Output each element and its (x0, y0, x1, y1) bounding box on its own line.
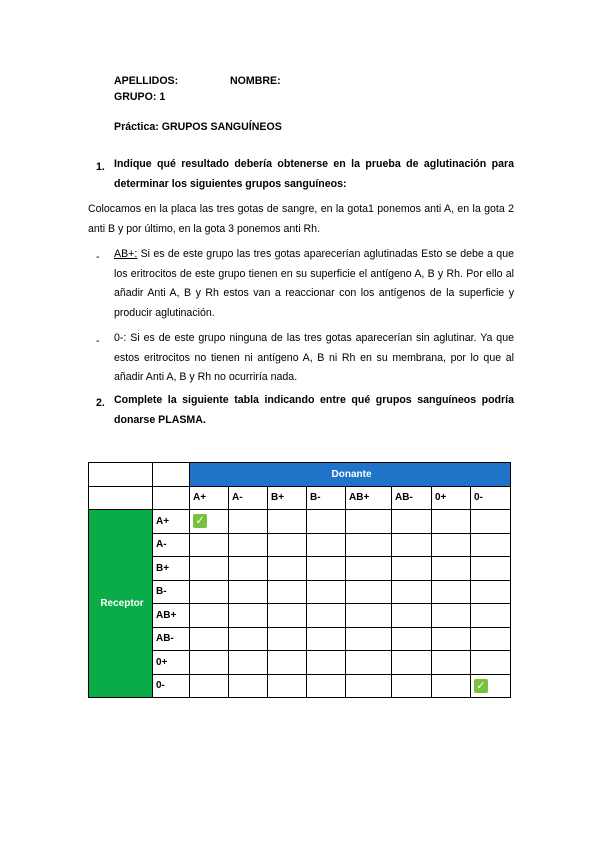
corner-cell (153, 486, 190, 510)
plasma-compatibility-table (88, 462, 511, 698)
compatibility-cell[interactable] (307, 604, 346, 628)
compatibility-cell[interactable] (392, 533, 432, 557)
receptor-group-header: AB- (153, 627, 190, 651)
compatibility-cell[interactable] (346, 580, 392, 604)
table-row (89, 580, 511, 604)
compatibility-cell[interactable] (346, 604, 392, 628)
apellidos-label: APELLIDOS: (114, 75, 179, 87)
compatibility-cell[interactable] (471, 580, 511, 604)
compatibility-cell[interactable] (268, 580, 307, 604)
compatibility-cell[interactable] (190, 674, 229, 698)
compatibility-cell[interactable] (346, 651, 392, 675)
nombre-label: NOMBRE: (230, 75, 281, 87)
receptor-group-header: A+ (153, 510, 190, 534)
corner-cell (89, 486, 153, 510)
compatibility-cell[interactable] (471, 604, 511, 628)
receptor-group-header: B+ (153, 557, 190, 581)
compatibility-cell[interactable] (268, 651, 307, 675)
compatibility-cell[interactable] (268, 533, 307, 557)
compatibility-cell[interactable] (346, 533, 392, 557)
donor-group-header: 0+ (432, 486, 471, 510)
compatibility-cell[interactable] (307, 510, 346, 534)
answer-2 (114, 329, 514, 388)
donor-group-header: B- (307, 486, 346, 510)
corner-cell (89, 463, 153, 487)
compatibility-cell[interactable] (432, 510, 471, 534)
table-row (89, 557, 511, 581)
table-row (89, 604, 511, 628)
table-row (89, 533, 511, 557)
compatibility-cell[interactable] (307, 674, 346, 698)
compatibility-cell[interactable] (229, 557, 268, 581)
compatibility-cell[interactable] (346, 627, 392, 651)
corner-cell (153, 463, 190, 487)
receptor-header: Receptor (89, 510, 153, 698)
donor-group-header: AB- (392, 486, 432, 510)
compatibility-cell[interactable] (346, 674, 392, 698)
compatibility-cell[interactable] (471, 510, 511, 534)
compatibility-cell[interactable] (392, 510, 432, 534)
table-row (89, 510, 511, 534)
table-row (89, 674, 511, 698)
compatibility-cell[interactable] (432, 533, 471, 557)
compatibility-cell[interactable] (190, 510, 229, 534)
answer-1-text: Si es de este grupo las tres gotas aparecerían aglutinadas Esto se debe a que los eritrocitos de este grupo tienen en su superficie el antígeno A, B y Rh. Por ello al añadir Anti A, B y Rh estos van a reaccionar con los antígenos de la superficie y producir aglutinación. (114, 248, 514, 319)
question-2-text: Complete la siguiente tabla indicando entre qué grupos sanguíneos podría donarse PLASMA. (114, 394, 514, 426)
compatibility-cell[interactable] (229, 604, 268, 628)
receptor-group-header: A- (153, 533, 190, 557)
compatibility-cell[interactable] (392, 627, 432, 651)
compatibility-cell[interactable] (190, 627, 229, 651)
practica-title: Práctica: GRUPOS SANGUÍNEOS (114, 121, 282, 133)
compatibility-cell[interactable] (268, 604, 307, 628)
compatibility-cell[interactable] (392, 557, 432, 581)
compatibility-cell[interactable] (432, 674, 471, 698)
compatibility-cell[interactable] (471, 674, 511, 698)
compatibility-cell[interactable] (229, 674, 268, 698)
compatibility-cell[interactable] (346, 510, 392, 534)
donor-group-header: A+ (190, 486, 229, 510)
table-row (89, 627, 511, 651)
compatibility-cell[interactable] (471, 533, 511, 557)
compatibility-cell[interactable] (268, 557, 307, 581)
compatibility-cell[interactable] (229, 627, 268, 651)
donor-group-header: AB+ (346, 486, 392, 510)
compatibility-cell[interactable] (307, 580, 346, 604)
compatibility-cell[interactable] (471, 557, 511, 581)
receptor-group-header: AB+ (153, 604, 190, 628)
compatibility-cell[interactable] (307, 557, 346, 581)
compatibility-cell[interactable] (229, 651, 268, 675)
answer-2-bullet: - (96, 335, 100, 347)
compatibility-cell[interactable] (190, 533, 229, 557)
donor-group-header: B+ (268, 486, 307, 510)
compatibility-cell[interactable] (307, 533, 346, 557)
donante-header: Donante (190, 463, 511, 487)
compatibility-cell[interactable] (392, 580, 432, 604)
compatibility-cell[interactable] (346, 557, 392, 581)
compatibility-cell[interactable] (190, 557, 229, 581)
question-1-number: 1. (96, 161, 105, 173)
answer-1-label: AB+: (114, 248, 138, 260)
compatibility-cell[interactable] (432, 627, 471, 651)
compatibility-cell[interactable] (268, 627, 307, 651)
check-mark-icon: ✓ (193, 514, 207, 528)
compatibility-cell[interactable] (432, 604, 471, 628)
receptor-group-header: 0+ (153, 651, 190, 675)
donor-group-header: 0- (471, 486, 511, 510)
answer-2-label: 0-: (114, 332, 127, 344)
compatibility-cell[interactable] (190, 604, 229, 628)
compatibility-cell[interactable] (432, 580, 471, 604)
compatibility-cell[interactable] (229, 510, 268, 534)
compatibility-cell[interactable] (392, 674, 432, 698)
compatibility-cell[interactable] (190, 580, 229, 604)
question-1-text: Indique qué resultado debería obtenerse en la prueba de aglutinación para determinar los siguientes grupos sanguíneos: (114, 158, 514, 190)
compatibility-cell[interactable] (268, 674, 307, 698)
compatibility-cell[interactable] (471, 627, 511, 651)
compatibility-cell[interactable] (307, 651, 346, 675)
receptor-group-header: 0- (153, 674, 190, 698)
donor-group-header: A- (229, 486, 268, 510)
receptor-group-header: B- (153, 580, 190, 604)
answer-1-bullet: - (96, 251, 100, 263)
compatibility-cell[interactable] (392, 651, 432, 675)
compatibility-cell[interactable] (392, 604, 432, 628)
compatibility-cell[interactable] (471, 651, 511, 675)
table-row (89, 651, 511, 675)
compatibility-cell[interactable] (432, 651, 471, 675)
grupo-label: GRUPO: 1 (114, 91, 166, 103)
compatibility-cell[interactable] (307, 627, 346, 651)
compatibility-cell[interactable] (229, 580, 268, 604)
compatibility-cell[interactable] (190, 651, 229, 675)
compatibility-cell[interactable] (268, 510, 307, 534)
compatibility-cell[interactable] (229, 533, 268, 557)
check-mark-icon: ✓ (474, 679, 488, 693)
answer-1 (114, 245, 514, 323)
compatibility-cell[interactable] (432, 557, 471, 581)
intro-paragraph: Colocamos en la placa las tres gotas de sangre, en la gota1 ponemos anti A, en la gota 2 anti B y por último, en la gota 3 ponemos anti Rh. (88, 203, 514, 235)
question-2-number: 2. (96, 397, 105, 409)
answer-2-text: Si es de este grupo ninguna de las tres gotas aparecerían sin aglutinar. Ya que estos eritrocitos no tienen ni antígeno A, B ni Rh en su membrana, por lo que al añadir Anti A, B y Rh no ocurriría nada. (114, 332, 514, 383)
